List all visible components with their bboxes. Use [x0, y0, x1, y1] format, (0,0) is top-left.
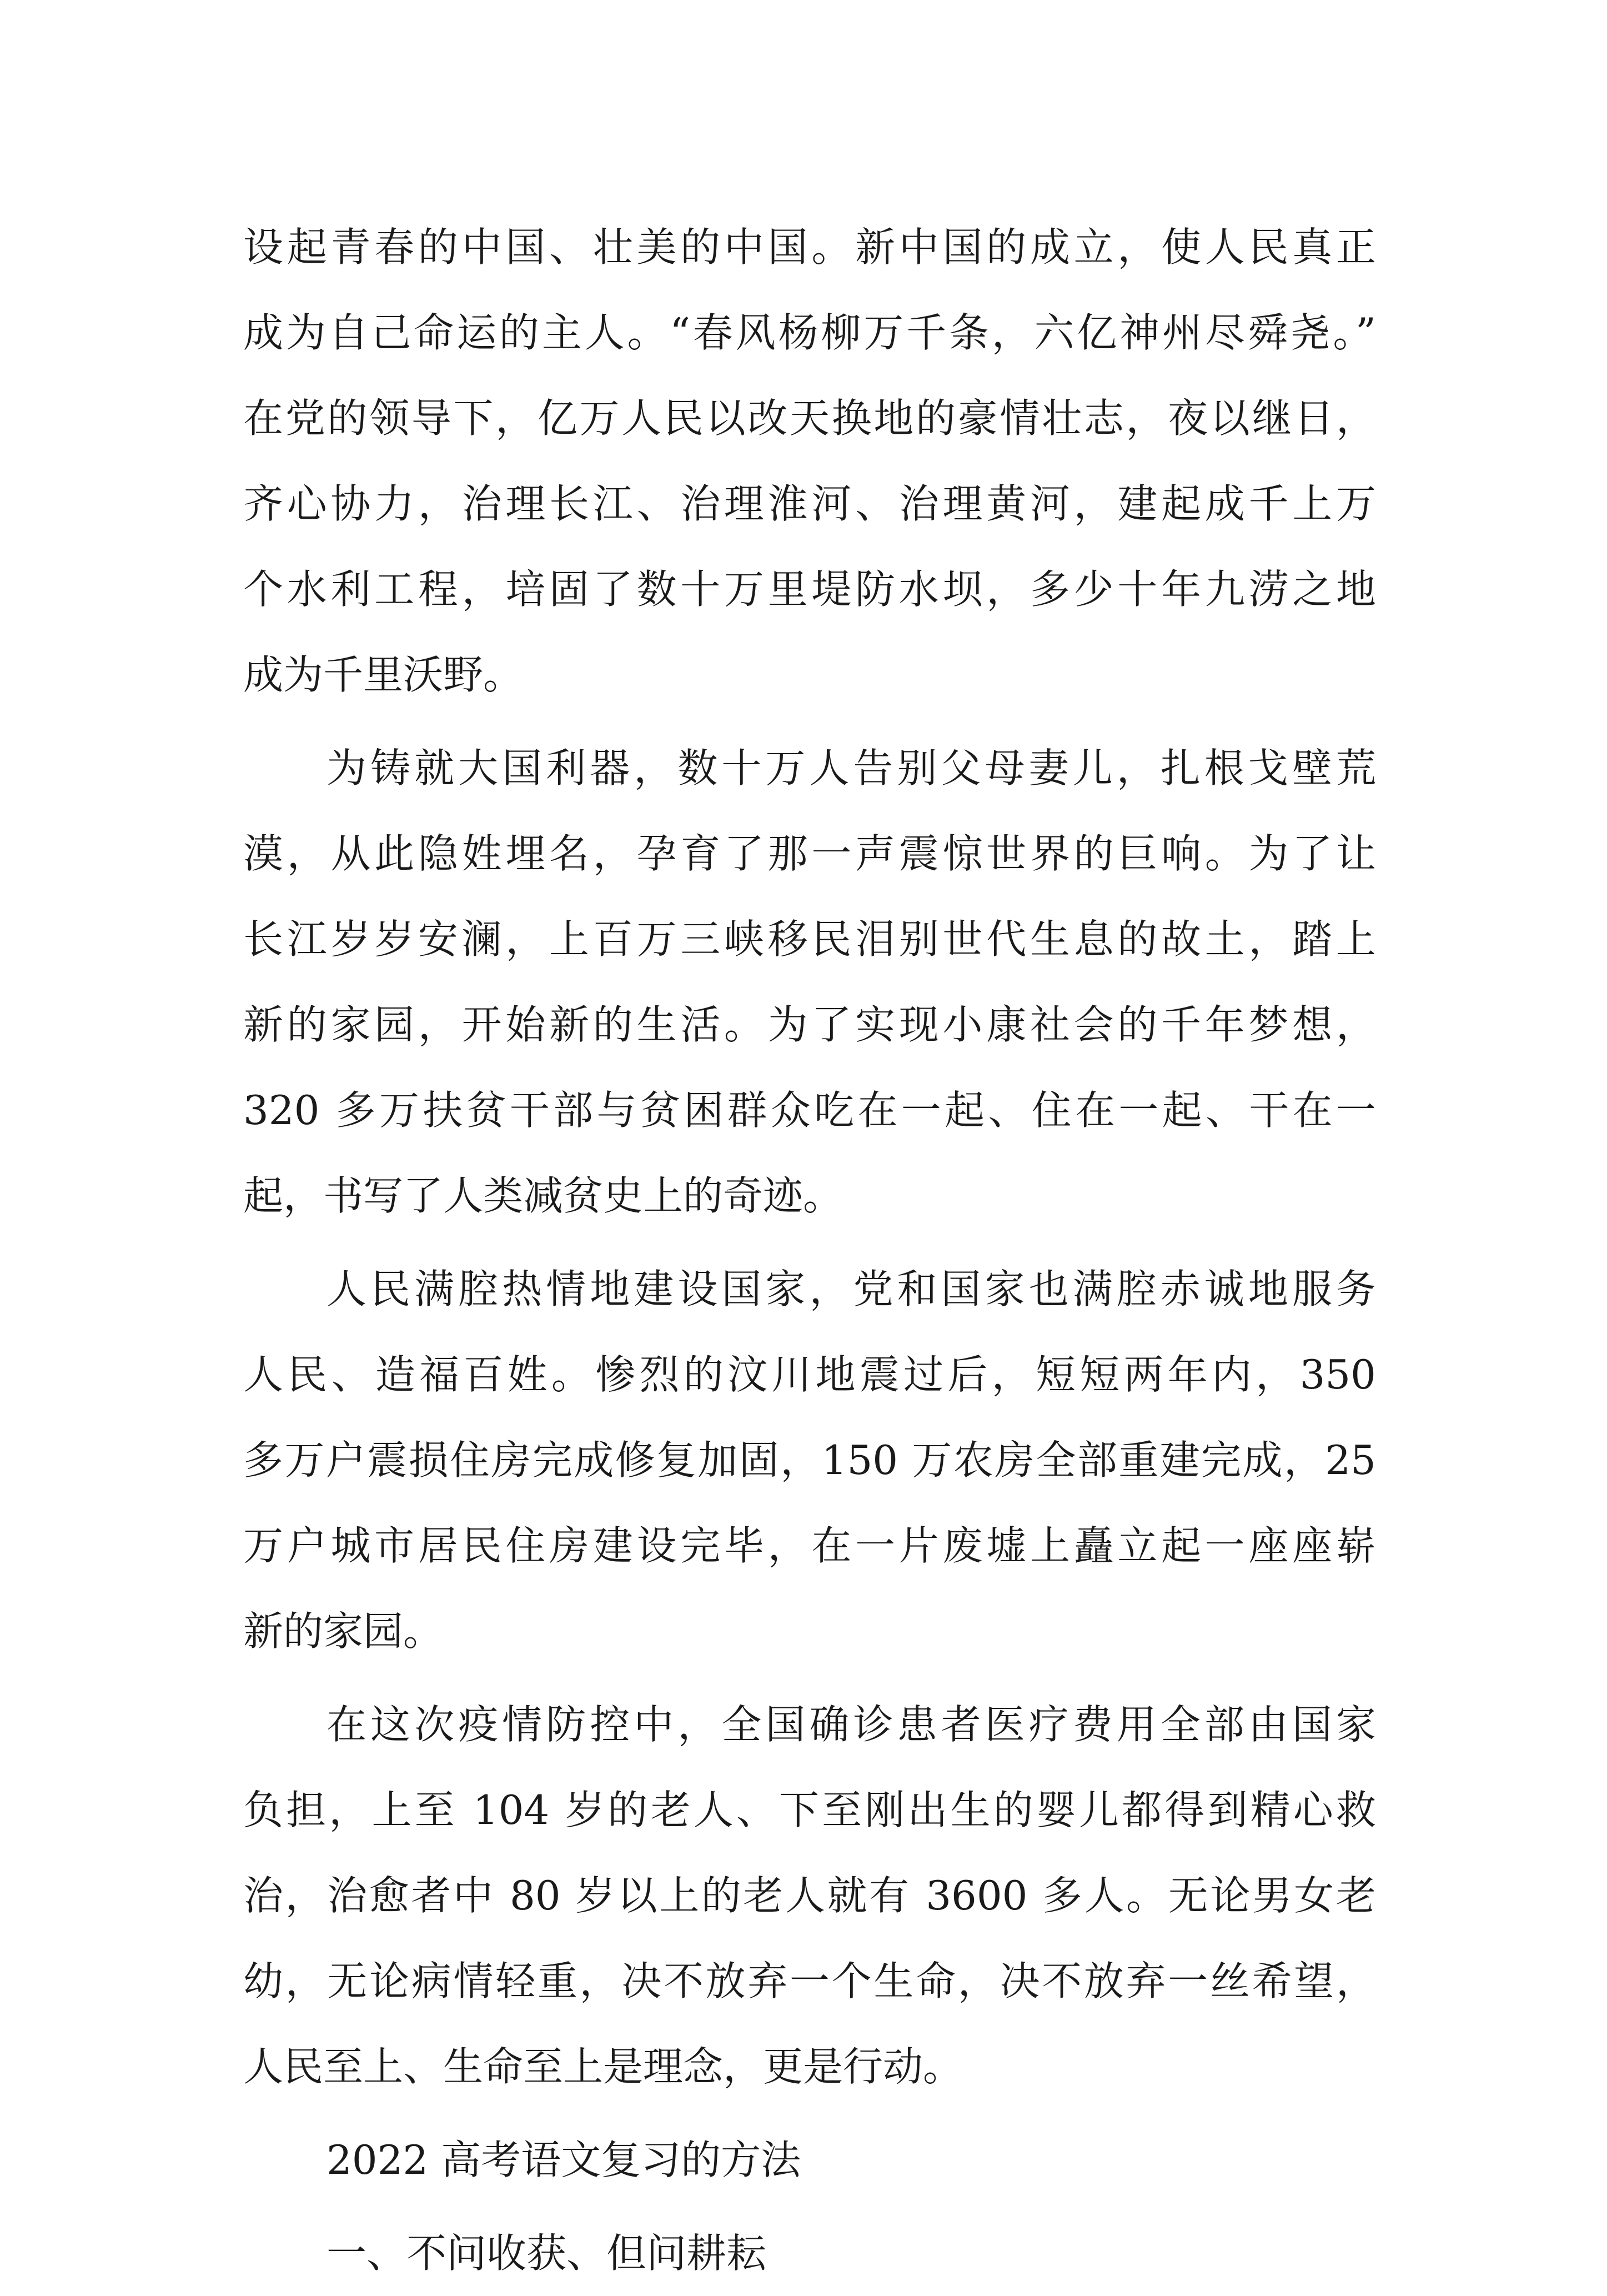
- text-line: 人民、造福百姓。惨烈的汶川地震过后，短短两年内，350: [243, 1351, 1376, 1398]
- text-line: 成为千里沃野。: [243, 651, 524, 698]
- text-line: 齐心协力，治理长江、治理淮河、治理黄河，建起成千上万: [243, 480, 1376, 527]
- text-line: 在党的领导下，亿万人民以改天换地的豪情壮志，夜以继日，: [243, 395, 1376, 442]
- paragraph: [243, 1246, 1376, 1674]
- body-text: [243, 204, 1376, 2296]
- text-line: 负担，上至 104 岁的老人、下至刚出生的婴儿都得到精心救: [243, 1787, 1376, 1833]
- text-line: 成为自己命运的主人。“春风杨柳万千条，六亿神州尽舜尧。”: [243, 309, 1376, 356]
- section-heading: 2022 高考语文复习的方法: [327, 2137, 801, 2183]
- text-line: 万户城市居民住房建设完毕，在一片废墟上矗立起一座座崭: [243, 1522, 1376, 1569]
- text-line: 新的家园，开始新的生活。为了实现小康社会的千年梦想，: [243, 1001, 1376, 1048]
- text-line: 个水利工程，培固了数十万里堤防水坝，多少十年九涝之地: [243, 566, 1376, 613]
- text-line: 起，书写了人类减贫史上的奇迹。: [243, 1172, 843, 1219]
- text-line: 人民至上、生命至上是理念，更是行动。: [243, 2043, 963, 2090]
- section-subheading: 一、不问收获、但问耕耘: [327, 2230, 767, 2277]
- text-line: 在这次疫情防控中，全国确诊患者医疗费用全部由国家: [327, 1701, 1376, 1748]
- text-line: 多万户震损住房完成修复加固，150 万农房全部重建完成，25: [243, 1437, 1376, 1483]
- paragraph: [243, 725, 1376, 1239]
- text-line: 漠，从此隐姓埋名，孕育了那一声震惊世界的巨响。为了让: [243, 830, 1376, 877]
- text-line: 幼，无论病情轻重，决不放弃一个生命，决不放弃一丝希望，: [243, 1958, 1376, 2004]
- text-line: 治，治愈者中 80 岁以上的老人就有 3600 多人。无论男女老: [243, 1872, 1376, 1919]
- text-line: 新的家园。: [243, 1608, 444, 1655]
- text-line: 人民满腔热情地建设国家，党和国家也满腔赤诚地服务: [327, 1266, 1376, 1312]
- paragraph: [243, 204, 1376, 718]
- text-line: 长江岁岁安澜，上百万三峡移民泪别世代生息的故土，踏上: [243, 916, 1376, 962]
- text-line: 设起青春的中国、壮美的中国。新中国的成立，使人民真正: [243, 224, 1376, 270]
- text-line: 为铸就大国利器，数十万人告别父母妻儿，扎根戈壁荒: [327, 745, 1376, 791]
- text-line: 320 多万扶贫干部与贫困群众吃在一起、住在一起、干在一: [243, 1087, 1376, 1134]
- paragraph: [243, 1682, 1376, 2109]
